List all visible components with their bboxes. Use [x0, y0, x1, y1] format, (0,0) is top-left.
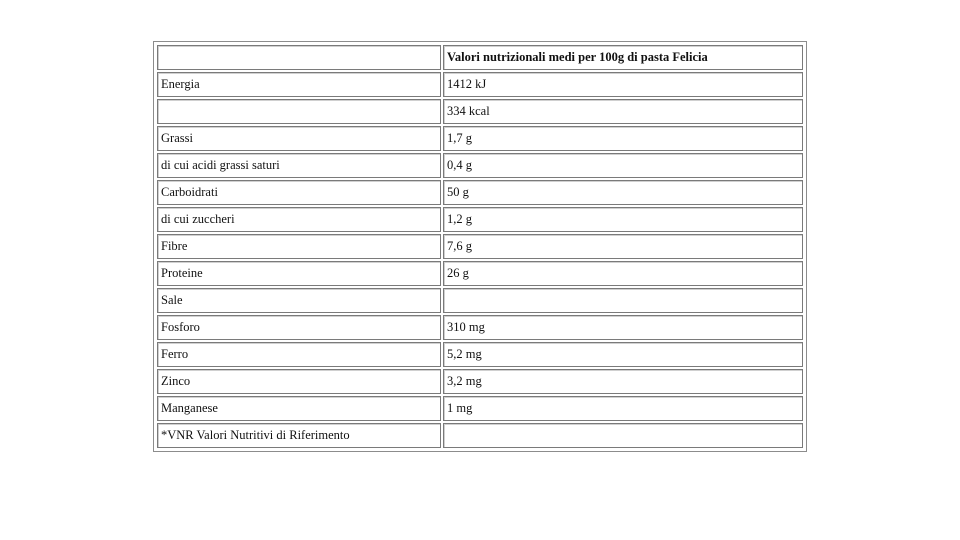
table-row — [157, 207, 803, 232]
row-label-cell: di cui zuccheri — [157, 207, 441, 232]
table-row — [157, 342, 803, 367]
row-value-cell — [443, 423, 803, 448]
row-value-cell: 7,6 g — [443, 234, 803, 259]
row-value-cell — [443, 288, 803, 313]
row-label-cell — [157, 99, 441, 124]
row-value-cell: 0,4 g — [443, 153, 803, 178]
row-label-cell: Zinco — [157, 369, 441, 394]
table-row — [157, 396, 803, 421]
row-label-cell: Proteine — [157, 261, 441, 286]
nutrition-table — [155, 43, 805, 450]
row-value-cell: 334 kcal — [443, 99, 803, 124]
table-row — [157, 288, 803, 313]
table-row — [157, 261, 803, 286]
row-label-cell: Fosforo — [157, 315, 441, 340]
row-value-cell: 1,2 g — [443, 207, 803, 232]
row-label-cell: di cui acidi grassi saturi — [157, 153, 441, 178]
row-value-cell: 50 g — [443, 180, 803, 205]
row-value-cell: 26 g — [443, 261, 803, 286]
row-value-cell: 3,2 mg — [443, 369, 803, 394]
footnote-cell: *VNR Valori Nutritivi di Riferimento — [157, 423, 441, 448]
header-value-cell: Valori nutrizionali medi per 100g di pasta Felicia — [443, 45, 803, 70]
row-label-cell: Manganese — [157, 396, 441, 421]
row-label-cell: Energia — [157, 72, 441, 97]
table-row — [157, 315, 803, 340]
table-row — [157, 99, 803, 124]
row-value-cell: 1,7 g — [443, 126, 803, 151]
row-label-cell: Ferro — [157, 342, 441, 367]
row-label-cell: Carboidrati — [157, 180, 441, 205]
table-footnote-row — [157, 423, 803, 448]
table-row — [157, 126, 803, 151]
table-row — [157, 234, 803, 259]
table-row — [157, 369, 803, 394]
table-row — [157, 153, 803, 178]
row-value-cell: 1 mg — [443, 396, 803, 421]
row-label-cell: Grassi — [157, 126, 441, 151]
row-value-cell: 310 mg — [443, 315, 803, 340]
header-label-cell — [157, 45, 441, 70]
table-row — [157, 180, 803, 205]
row-label-cell: Fibre — [157, 234, 441, 259]
row-label-cell: Sale — [157, 288, 441, 313]
nutrition-table-frame — [153, 41, 807, 452]
table-row — [157, 72, 803, 97]
table-header-row — [157, 45, 803, 70]
row-value-cell: 1412 kJ — [443, 72, 803, 97]
row-value-cell: 5,2 mg — [443, 342, 803, 367]
